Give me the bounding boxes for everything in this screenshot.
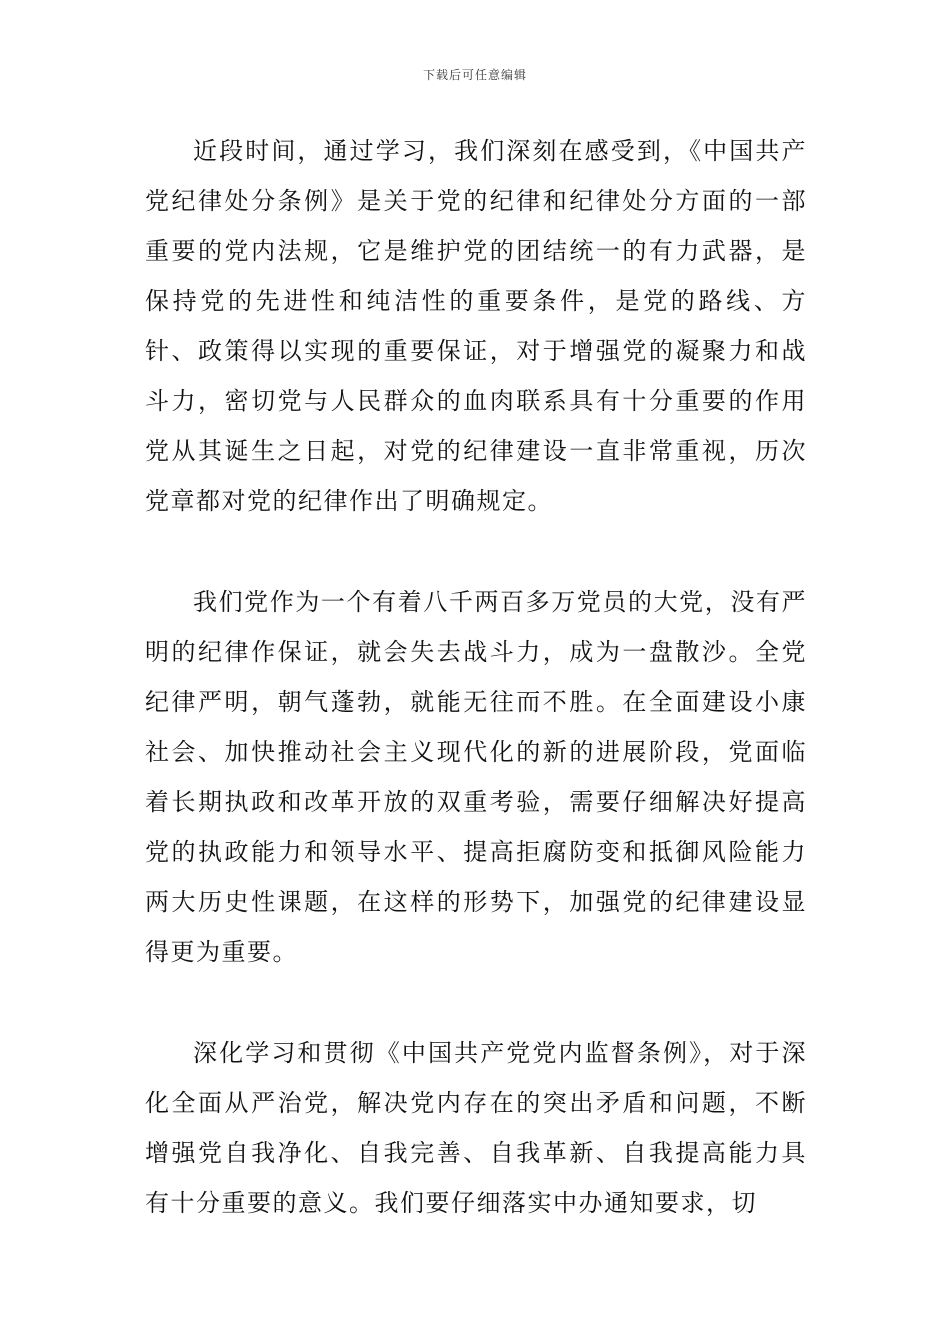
header-note: 下载后可任意编辑 [422,68,527,82]
paragraph-1: 近段时间，通过学习，我们深刻在感受到，《中国共产党纪律处分条例》是关于党的纪律和纪律处分方面的一部重要的党内法规，它是维护党的团结统一的有力武器，是保持党的先进性和纯洁性的重要条件，是党的路线、方针、政策得以实现的重要保证，对于增强党的凝聚力和战斗力，密切党与人民群众的血肉联系具有十分重要的作用党从其诞生之日起，对党的纪律建设一直非常重视，历次党章都对党的纪律作出了明确规定。 [145,137,807,515]
document-body [145,126,807,1279]
paragraph-2: 我们党作为一个有着八千两百多万党员的大党，没有严明的纪律作保证，就会失去战斗力，成为一盘散沙。全党纪律严明，朝气蓬勃，就能无往而不胜。在全面建设小康社会、加快推动社会主义现代化的新的进展阶段，党面临着长期执政和改革开放的双重考验，需要仔细解决好提高党的执政能力和领导水平、提高拒腐防变和抵御风险能力两大历史性课题，在这样的形势下，加强党的纪律建设显得更为重要。 [145,588,807,966]
paragraph-3: 深化学习和贯彻《中国共产党党内监督条例》，对于深化全面从严治党，解决党内存在的突出矛盾和问题，不断增强党自我净化、自我完善、自我革新、自我提高能力具有十分重要的意义。我们要仔细落实中办通知要求，切 [145,1039,807,1217]
